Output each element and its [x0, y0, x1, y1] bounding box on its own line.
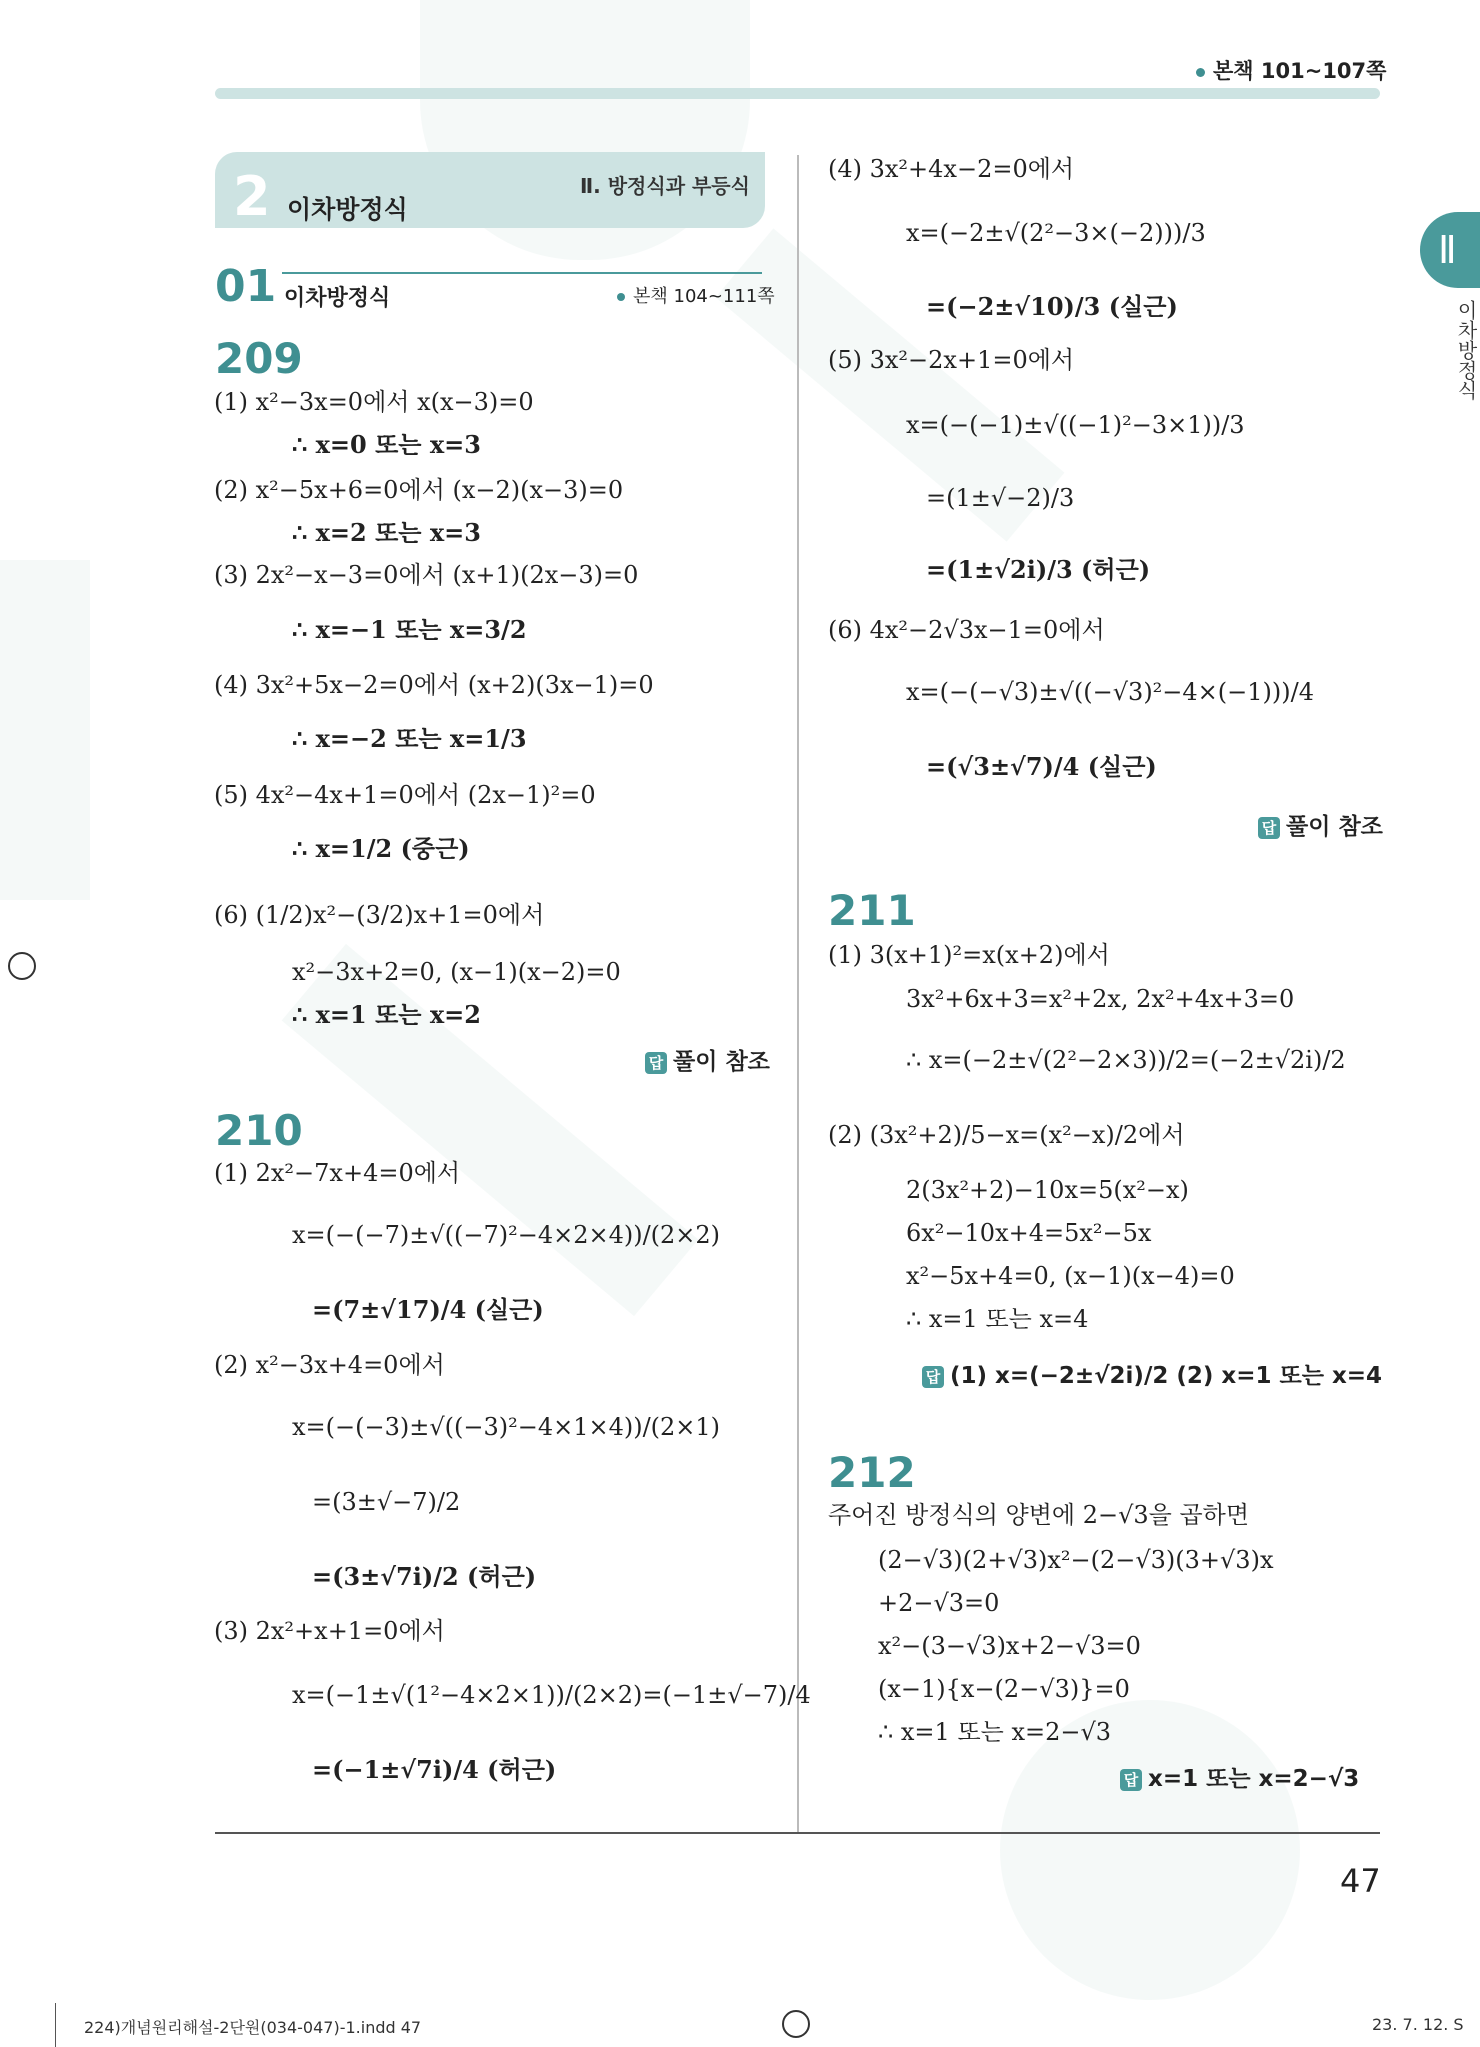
answer-mark-icon: 답 [645, 1052, 667, 1074]
page-number: 47 [1340, 1862, 1381, 1900]
solution-line: +2−√3=0 [878, 1589, 1000, 1617]
solution-line: x²−3x+2=0, (x−1)(x−2)=0 [292, 958, 621, 986]
solution-line: ∴ x=1 또는 x=2−√3 [878, 1718, 1112, 1746]
answer-mark-icon: 답 [1120, 1769, 1142, 1791]
answer-line: 답 풀이 참조 [1258, 808, 1383, 841]
footer-file: 224)개념원리해설-2단원(034-047)-1.indd 47 [84, 2018, 422, 2037]
solution-line: (2) (3x²+2)/5−x=(x²−x)/2에서 [828, 1121, 1185, 1149]
solution-line: =(1±√2i)/3 (허근) [926, 555, 1151, 584]
solution-line: ∴ x=1 또는 x=4 [906, 1305, 1089, 1333]
solution-line: (3) 2x²+x+1=0에서 [214, 1617, 445, 1645]
section-chapter: Ⅱ. 방정식과 부등식 [580, 174, 750, 198]
watermark-shape [0, 560, 90, 900]
subsection-rule [282, 272, 762, 274]
solution-line: (2−√3)(2+√3)x²−(2−√3)(3+√3)x [878, 1546, 1274, 1574]
solution-line: 3x²+6x+3=x²+2x, 2x²+4x+3=0 [906, 985, 1295, 1013]
solution-line: (2) x²−5x+6=0에서 (x−2)(x−3)=0 [214, 476, 624, 504]
answer-line: 답 x=1 또는 x=2−√3 [1120, 1760, 1359, 1793]
subsection-title: 이차방정식 [284, 286, 391, 311]
solution-line: ∴ x=2 또는 x=3 [292, 518, 481, 547]
solution-line: x²−5x+4=0, (x−1)(x−4)=0 [906, 1262, 1235, 1290]
answer-mark-icon: 답 [1258, 817, 1280, 839]
answer-line: 답 (1) x=(−2±√2i)/2 (2) x=1 또는 x=4 [922, 1357, 1382, 1390]
solution-line: x=(−(−√3)±√((−√3)²−4×(−1)))/4 [906, 678, 1314, 706]
solution-line: ∴ x=−1 또는 x=3/2 [292, 615, 527, 644]
registration-mark-icon [782, 2010, 810, 2038]
solution-line: ∴ x=0 또는 x=3 [292, 430, 481, 459]
solution-line: (3) 2x²−x−3=0에서 (x+1)(2x−3)=0 [214, 561, 639, 589]
solution-line: =(1±√−2)/3 [926, 484, 1075, 512]
solution-line: (5) 4x²−4x+1=0에서 (2x−1)²=0 [214, 781, 596, 809]
footer-date: 23. 7. 12. S [1372, 2015, 1464, 2034]
solution-line: (x−1){x−(2−√3)}=0 [878, 1675, 1130, 1703]
solution-line: =(7±√17)/4 (실근) [312, 1295, 544, 1324]
solution-line: ∴ x=1 또는 x=2 [292, 1000, 481, 1029]
solution-line: (1) x²−3x=0에서 x(x−3)=0 [214, 388, 534, 416]
solution-line: =(3±√−7)/2 [312, 1488, 461, 1516]
answer-line: 답 풀이 참조 [645, 1043, 770, 1076]
solution-line: x=(−(−7)±√((−7)²−4×2×4))/(2×2) [292, 1221, 721, 1249]
question-number: 209 [215, 334, 303, 383]
solution-line: (1) 2x²−7x+4=0에서 [214, 1159, 461, 1187]
header-bar [215, 88, 1380, 99]
solution-line: (6) (1/2)x²−(3/2)x+1=0에서 [214, 901, 545, 929]
section-number: 2 [233, 165, 271, 228]
solution-line: =(3±√7i)/2 (허근) [312, 1562, 537, 1591]
footer-rule [55, 2003, 56, 2047]
solution-line: =(√3±√7)/4 (실근) [926, 752, 1157, 781]
solution-line: 주어진 방정식의 양변에 2−√3을 곱하면 [828, 1501, 1250, 1529]
bullet-icon [1196, 68, 1205, 77]
solution-line: ∴ x=−2 또는 x=1/3 [292, 724, 527, 753]
side-tab [1420, 212, 1480, 288]
solution-line: (6) 4x²−2√3x−1=0에서 [828, 616, 1105, 644]
solution-line: ∴ x=(−2±√(2²−2×3))/2=(−2±√2i)/2 [906, 1046, 1346, 1074]
section-title: 이차방정식 [287, 195, 408, 224]
solution-line: x=(−(−3)±√((−3)²−4×1×4))/(2×1) [292, 1413, 721, 1441]
subsection-number: 01 [215, 261, 277, 312]
solution-line: (4) 3x²+4x−2=0에서 [828, 155, 1075, 183]
answer-mark-icon: 답 [922, 1366, 944, 1388]
question-number: 210 [215, 1106, 303, 1155]
section-header [215, 152, 765, 228]
solution-line: x=(−(−1)±√((−1)²−3×1))/3 [906, 411, 1245, 439]
solution-line: (5) 3x²−2x+1=0에서 [828, 346, 1075, 374]
solution-line: =(−1±√7i)/4 (허근) [312, 1755, 557, 1784]
solution-line: 2(3x²+2)−10x=5(x²−x) [906, 1176, 1189, 1204]
side-tab-numeral: Ⅱ [1438, 228, 1457, 272]
bottom-rule [215, 1832, 1380, 1834]
solution-line: x²−(3−√3)x+2−√3=0 [878, 1632, 1141, 1660]
solution-line: x=(−2±√(2²−3×(−2)))/3 [906, 219, 1206, 247]
solution-line: (1) 3(x+1)²=x(x+2)에서 [828, 941, 1110, 969]
question-number: 211 [828, 886, 916, 935]
column-divider [797, 155, 799, 1833]
header-ref: 본책 101~107쪽 [1196, 55, 1386, 85]
solution-line: =(−2±√10)/3 (실근) [926, 292, 1178, 321]
registration-mark-icon [8, 952, 36, 980]
solution-line: (4) 3x²+5x−2=0에서 (x+2)(3x−1)=0 [214, 671, 654, 699]
bullet-icon [617, 293, 625, 301]
solution-line: (2) x²−3x+4=0에서 [214, 1351, 445, 1379]
subsection-ref: 본책 104~111쪽 [617, 282, 775, 308]
question-number: 212 [828, 1448, 916, 1497]
solution-line: ∴ x=1/2 (중근) [292, 834, 470, 863]
solution-line: 6x²−10x+4=5x²−5x [906, 1219, 1152, 1247]
side-tab-label: 이차방정식 [1454, 300, 1478, 400]
solution-line: x=(−1±√(1²−4×2×1))/(2×2)=(−1±√−7)/4 [292, 1681, 811, 1709]
